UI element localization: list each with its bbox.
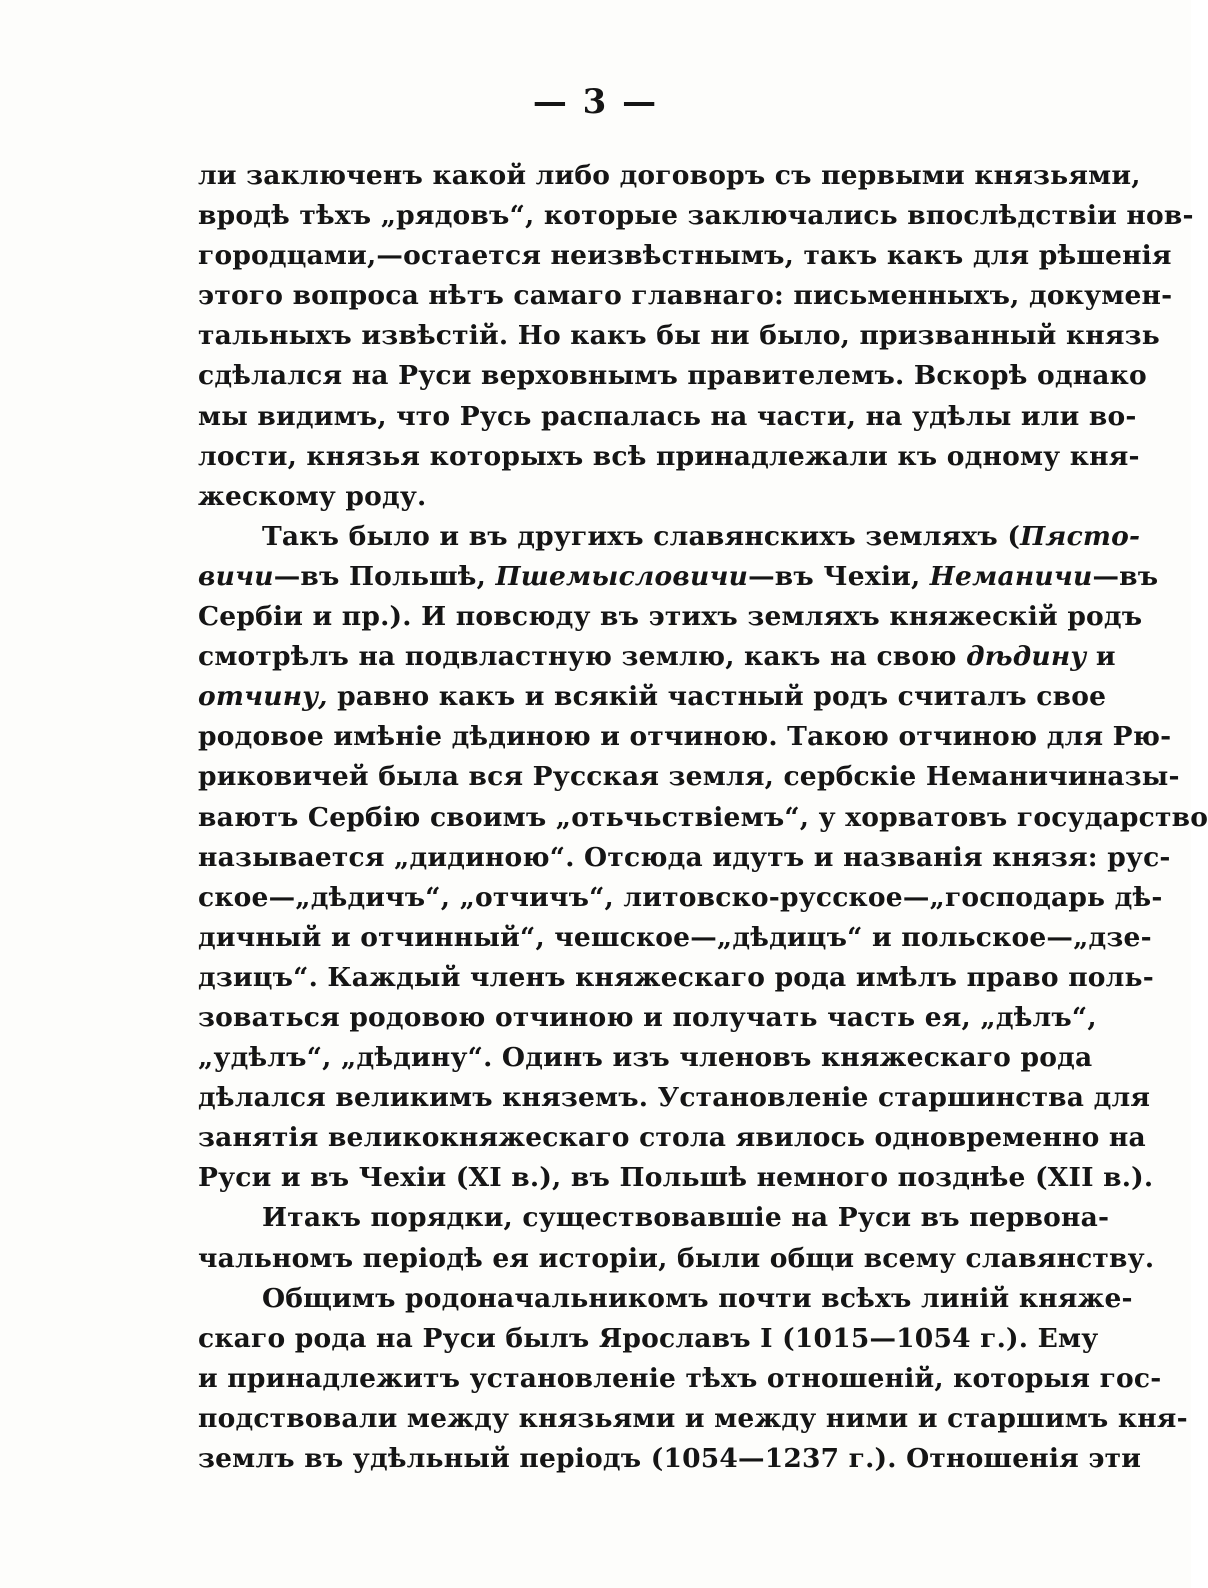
text-line: называется „дидиною“. Отсюда идутъ и названія князя: рус-: [198, 841, 1171, 873]
text-span: равно какъ и всякій частный родъ считалъ свое: [327, 681, 1107, 713]
text-line: ское—„дѣдичъ“, „отчичъ“, литовско-русское—„господарь дѣ-: [198, 881, 1163, 913]
text-line: [198, 677, 1107, 717]
text-line: землъ въ удѣльный періодъ (1054—1237 г.). Отношенія эти: [198, 1443, 1142, 1474]
italic-name: Пшемысловичи: [495, 560, 749, 592]
text-line: [198, 557, 1159, 597]
text-line: подствовали между князьями и между ними и старшимъ кня-: [198, 1402, 1188, 1434]
text-span: —въ Польшѣ,: [273, 560, 496, 592]
text-line: чальномъ періодѣ ея исторіи, были общи всему славянству.: [198, 1242, 1155, 1274]
text-line: сдѣлался на Руси верховнымъ правителемъ. Вскорѣ однако: [198, 360, 1147, 392]
text-line: мы видимъ, что Русь распалась на части, на удѣлы или во-: [198, 400, 1137, 432]
text-span: —въ: [1092, 560, 1159, 592]
text-line: Сербіи и пр.). И повсюду въ этихъ земляхъ княжескій родъ: [198, 601, 1143, 633]
text-line: Руси и въ Чехіи (XI в.), въ Польшѣ немного позднѣе (XII в.).: [198, 1162, 1154, 1194]
text-line: лости, князья которыхъ всѣ принадлежали къ одному кня-: [198, 440, 1140, 472]
text-line: тальныхъ извѣстій. Но какъ бы ни было, призванный князь: [198, 320, 1160, 352]
text-line: и принадлежитъ установленіе тѣхъ отношеній, которыя гос-: [198, 1362, 1162, 1394]
text-line: ли заключенъ какой либо договоръ съ первыми князьями,: [198, 160, 1141, 191]
paragraph-start-line: [198, 517, 1141, 557]
text-line: [198, 637, 1116, 677]
text-line: вродѣ тѣхъ „рядовъ“, которые заключались впослѣдствіи нов-: [198, 200, 1194, 232]
text-span: смотрѣлъ на подвластную землю, какъ на свою: [198, 641, 967, 673]
text-line: жескому роду.: [198, 480, 427, 512]
text-line: городцами,—остается неизвѣстнымъ, такъ какъ для рѣшенія: [198, 240, 1172, 272]
text-line: „удѣлъ“, „дѣдину“. Одинъ изъ членовъ княжескаго рода: [198, 1042, 1093, 1074]
page-number: — 3 —: [532, 82, 659, 122]
text-span: и: [1086, 641, 1116, 673]
text-line: риковичей была вся Русская земля, сербскіе Неманичиназы-: [198, 761, 1180, 793]
text-line: занятія великокняжескаго стола явилось одновременно на: [198, 1122, 1146, 1154]
text-line: родовое имѣніе дѣдиною и отчиною. Такою отчиною для Рю-: [198, 721, 1172, 753]
paragraph-start-line: Итакъ порядки, существовавшіе на Руси въ первона-: [262, 1202, 1110, 1234]
text-line: дичный и отчинный“, чешское—„дѣдицъ“ и польское—„дзе-: [198, 921, 1152, 953]
text-line: этого вопроса нѣтъ самаго главнаго: письменныхъ, докумен-: [198, 280, 1173, 312]
text-line: зоваться родовою отчиною и получать часть ея, „дѣлъ“,: [198, 1001, 1097, 1033]
text-span: Такъ было и въ другихъ славянскихъ земляхъ (: [262, 520, 1021, 552]
paragraph-start-line: Общимъ родоначальникомъ почти всѣхъ линій княже-: [262, 1282, 1133, 1314]
italic-term: отчину,: [198, 681, 328, 713]
italic-name: вичи: [198, 560, 274, 592]
italic-name: Неманичи: [929, 560, 1093, 592]
text-line: скаго рода на Руси былъ Ярославъ I (1015—1054 г.). Ему: [198, 1322, 1099, 1354]
text-span: —въ Чехіи,: [748, 560, 930, 592]
text-line: дѣлался великимъ княземъ. Установленіе старшинства для: [198, 1082, 1151, 1114]
text-line: дзицъ“. Каждый членъ княжескаго рода имѣлъ право поль-: [198, 961, 1154, 993]
italic-term: дѣдину: [966, 641, 1087, 673]
body-text: [198, 156, 1208, 1479]
italic-name: Пясто-: [1020, 520, 1141, 552]
text-line: ваютъ Сербію своимъ „отьчьствіемъ“, у хорватовъ государство: [198, 801, 1208, 833]
